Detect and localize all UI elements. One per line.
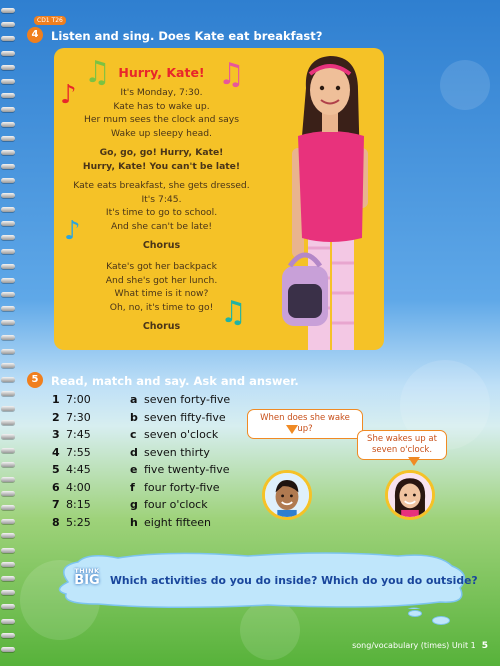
music-note-icon: ♪	[60, 80, 77, 110]
page-number: 5	[481, 641, 488, 651]
item-number: 3	[52, 428, 60, 441]
spiral-ring	[1, 335, 15, 340]
spiral-ring	[1, 604, 15, 609]
spiral-ring	[1, 533, 15, 538]
music-note-icon: ♫	[220, 295, 247, 330]
spiral-ring	[1, 178, 15, 183]
lyric-line: It's Monday, 7:30.	[120, 87, 203, 98]
spiral-ring	[1, 264, 15, 269]
activity-number-badge: 4	[27, 27, 43, 43]
lyric-line: Go, go, go! Hurry, Kate!	[99, 147, 224, 158]
lyric-line: Kate's got her backpack	[106, 261, 217, 272]
time-in-words: seven forty-five	[144, 393, 231, 406]
spiral-ring	[1, 420, 15, 425]
spiral-ring	[1, 349, 15, 354]
spiral-ring	[1, 462, 15, 467]
spiral-ring	[1, 65, 15, 70]
bokeh-light	[440, 60, 490, 110]
spiral-ring	[1, 519, 15, 524]
lyric-line: Kate has to wake up.	[113, 100, 210, 112]
spiral-ring	[1, 647, 15, 652]
think-big-label-top: THINK	[74, 567, 100, 575]
digital-time: 5:25	[66, 515, 91, 529]
item-letter: f	[130, 480, 135, 494]
item-number: 7	[52, 498, 60, 511]
time-in-words: four o'clock	[144, 498, 208, 511]
lyric-line: It's 7:45.	[141, 193, 182, 205]
time-in-words: seven fifty-five	[144, 410, 226, 424]
cd-track-label: CD1 T26	[34, 16, 66, 25]
spiral-ring	[1, 235, 15, 240]
music-note-icon: ♪	[64, 216, 81, 246]
item-number: 2	[52, 410, 60, 424]
spiral-ring	[1, 193, 15, 198]
lyric-line: And she can't be late!	[110, 220, 213, 232]
digital-time: 4:45	[66, 463, 91, 476]
spiral-ring	[1, 122, 15, 127]
think-big-logo	[69, 566, 105, 586]
spiral-ring	[1, 8, 15, 13]
lyric-line: And she's got her lunch.	[105, 274, 218, 286]
question-speech-bubble: When does she wake up?	[247, 409, 363, 439]
think-big-label-bottom: BIG	[74, 573, 100, 588]
think-big-question: Which activities do you do inside? Which do you do outside?	[110, 574, 478, 587]
music-note-icon: ♫	[84, 55, 111, 90]
spiral-ring	[1, 79, 15, 84]
music-note-icon: ♫	[218, 57, 245, 92]
song-title: Hurry, Kate!	[118, 65, 205, 80]
activity-number-badge: 5	[27, 372, 43, 388]
spiral-ring	[1, 505, 15, 510]
spiral-ring	[1, 249, 15, 254]
digital-time: 4:00	[66, 480, 91, 494]
spiral-ring	[1, 633, 15, 638]
chorus-label: Chorus	[142, 240, 181, 251]
time-in-words: seven o'clock	[144, 428, 219, 441]
spiral-binding	[0, 0, 16, 666]
spiral-ring	[1, 377, 15, 382]
digital-time: 7:45	[66, 428, 91, 441]
spiral-ring	[1, 548, 15, 553]
answer-speech-bubble: She wakes up at seven o'clock.	[357, 430, 447, 460]
item-letter: a	[130, 393, 138, 406]
lyric-line: Her mum sees the clock and says	[83, 114, 240, 125]
spiral-ring	[1, 221, 15, 226]
spiral-ring	[1, 51, 15, 56]
spiral-ring	[1, 164, 15, 169]
lyric-line: Wake up sleepy head.	[111, 127, 212, 139]
activity-instruction: Listen and sing. Does Kate eat breakfast?	[51, 29, 323, 43]
item-number: 8	[52, 515, 60, 529]
spiral-ring	[1, 36, 15, 41]
spiral-ring	[1, 306, 15, 311]
spiral-ring	[1, 491, 15, 496]
chorus-label: Chorus	[142, 321, 181, 332]
lyric-line: Kate eats breakfast, she gets dressed.	[73, 180, 250, 191]
lyric-line: Oh, no, it's time to go!	[109, 301, 214, 313]
thought-dot	[432, 616, 450, 625]
item-number: 6	[52, 480, 60, 494]
digital-time: 8:15	[66, 498, 91, 511]
item-letter: d	[130, 445, 138, 459]
digital-time: 7:55	[66, 445, 91, 459]
spiral-ring	[1, 320, 15, 325]
spiral-ring	[1, 448, 15, 453]
song-panel	[54, 48, 384, 350]
lyric-line: It's time to go to school.	[105, 207, 218, 218]
bokeh-light	[240, 600, 300, 660]
time-in-words: four forty-five	[144, 480, 220, 494]
spiral-ring	[1, 107, 15, 112]
bubble-tail	[286, 425, 298, 434]
spiral-ring	[1, 278, 15, 283]
item-number: 4	[52, 445, 60, 459]
thought-dot	[408, 610, 422, 617]
page-footer	[352, 641, 488, 651]
lyric-line: What time is it now?	[114, 288, 209, 299]
boy-avatar	[262, 470, 312, 520]
girl-avatar	[385, 470, 435, 520]
spiral-ring	[1, 363, 15, 368]
spiral-ring	[1, 619, 15, 624]
spiral-ring	[1, 562, 15, 567]
boy-face-icon	[265, 473, 309, 517]
spiral-ring	[1, 136, 15, 141]
item-letter: h	[130, 515, 138, 529]
digital-time: 7:30	[66, 410, 91, 424]
girl-face-icon	[388, 473, 432, 517]
spiral-ring	[1, 391, 15, 396]
spiral-ring	[1, 576, 15, 581]
spiral-ring	[1, 434, 15, 439]
spiral-ring	[1, 590, 15, 595]
verse-1	[54, 86, 269, 140]
girl-photo	[276, 48, 384, 350]
time-in-words: eight fifteen	[144, 515, 212, 529]
item-letter: e	[130, 463, 138, 476]
spiral-ring	[1, 207, 15, 212]
spiral-ring	[1, 292, 15, 297]
chorus-lines	[54, 146, 269, 173]
item-letter: c	[130, 428, 137, 441]
lyric-line: Hurry, Kate! You can't be late!	[82, 160, 241, 172]
time-in-words: five twenty-five	[144, 463, 230, 476]
bubble-tail	[408, 457, 420, 466]
item-letter: b	[130, 410, 138, 424]
item-number: 1	[52, 393, 60, 406]
verse-2	[54, 179, 269, 233]
spiral-ring	[1, 22, 15, 27]
footer-text: song/vocabulary (times) Unit 1	[352, 641, 476, 650]
item-number: 5	[52, 463, 60, 476]
spiral-ring	[1, 477, 15, 482]
spiral-ring	[1, 93, 15, 98]
time-in-words: seven thirty	[144, 445, 210, 459]
item-letter: g	[130, 498, 138, 511]
activity-instruction: Read, match and say. Ask and answer.	[51, 374, 299, 388]
spiral-ring	[1, 406, 15, 411]
spiral-ring	[1, 150, 15, 155]
digital-time: 7:00	[66, 393, 91, 406]
